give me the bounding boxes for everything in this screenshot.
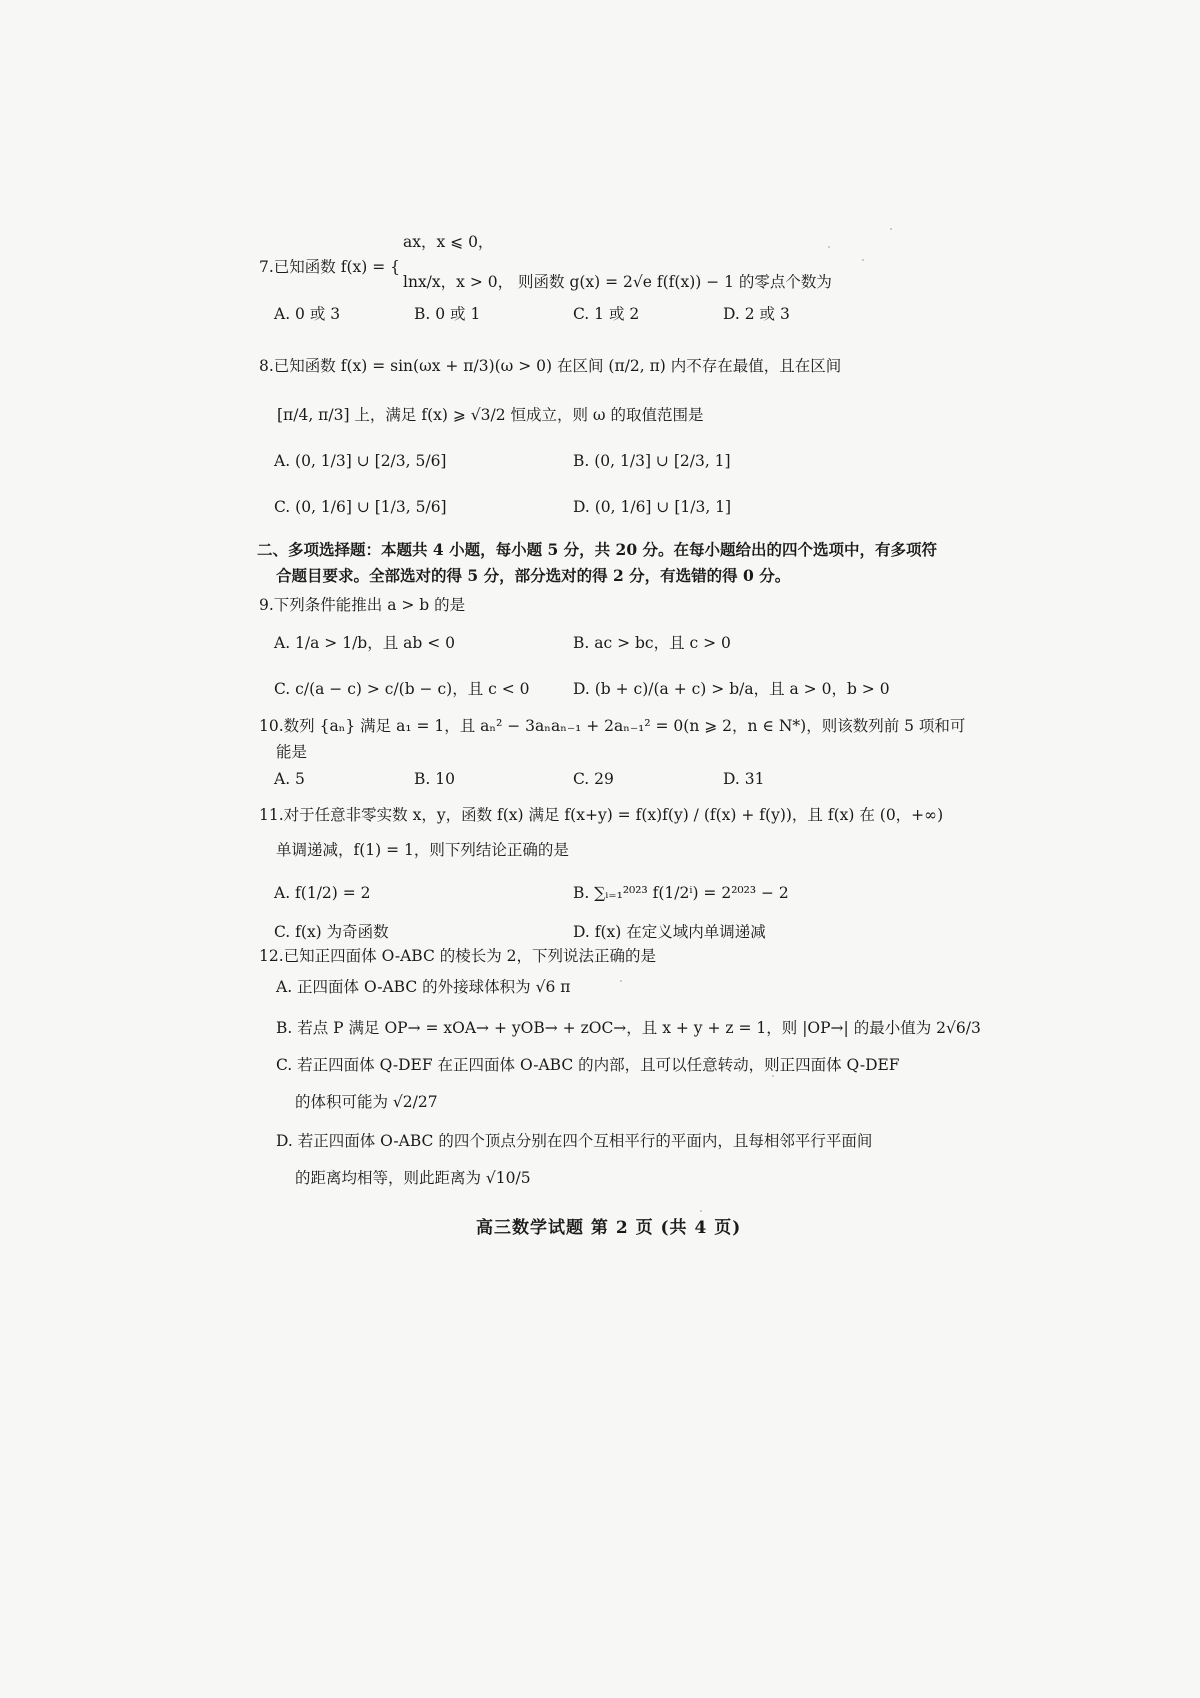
q12-option-d-line-2: 的距离均相等，则此距离为 √10/5 — [295, 1169, 531, 1187]
q9-option-b: B. ac > bc，且 c > 0 — [573, 634, 731, 652]
q7-option-c: C. 1 或 2 — [573, 305, 640, 323]
q11-option-c: C. f(x) 为奇函数 — [274, 923, 389, 941]
q7-piece-1: ax，x ⩽ 0， — [403, 233, 494, 251]
q10-option-a: A. 5 — [274, 770, 305, 788]
q12-option-c-line-1: C. 若正四面体 Q-DEF 在正四面体 O-ABC 的内部，且可以任意转动，则正四面体 Q-DEF — [276, 1056, 900, 1074]
scan-speck — [700, 1210, 702, 1212]
q7-stem: 7.已知函数 f(x) = { — [259, 258, 400, 276]
page-footer: 高三数学试题 第 2 页 (共 4 页) — [476, 1218, 742, 1238]
q11-line-1: 11.对于任意非零实数 x，y，函数 f(x) 满足 f(x+y) = f(x)f(y) / (f(x) + f(y))，且 f(x) 在 (0，+∞) — [259, 806, 944, 824]
q8-option-b: B. (0, 1/3] ∪ [2/3, 1] — [573, 452, 731, 470]
scan-speck — [620, 980, 622, 982]
q8-line-1: 8.已知函数 f(x) = sin(ωx + π/3)(ω > 0) 在区间 (π/2, π) 内不存在最值，且在区间 — [259, 357, 842, 375]
scan-speck — [890, 228, 892, 230]
scan-speck — [772, 1075, 774, 1077]
q10-line-2: 能是 — [276, 743, 308, 761]
q11-option-b: B. ∑ᵢ₌₁²⁰²³ f(1/2ⁱ) = 2²⁰²³ − 2 — [573, 884, 789, 902]
q10-option-c: C. 29 — [573, 770, 614, 788]
q10-line-1: 10.数列 {aₙ} 满足 a₁ = 1，且 aₙ² − 3aₙaₙ₋₁ + 2aₙ₋₁² = 0(n ⩾ 2，n ∈ N*)，则该数列前 5 项和可 — [259, 717, 966, 735]
q8-option-c: C. (0, 1/6] ∪ [1/3, 5/6] — [274, 498, 447, 516]
q10-option-d: D. 31 — [723, 770, 765, 788]
q10-option-b: B. 10 — [414, 770, 455, 788]
q12-option-c-line-2: 的体积可能为 √2/27 — [295, 1093, 438, 1111]
q12-option-b: B. 若点 P 满足 OP→ = xOA→ + yOB→ + zOC→，且 x + y + z = 1，则 |OP→| 的最小值为 2√6/3 — [276, 1019, 981, 1037]
q7-option-b: B. 0 或 1 — [414, 305, 481, 323]
q12-option-d-line-1: D. 若正四面体 O-ABC 的四个顶点分别在四个互相平行的平面内，且每相邻平行平面间 — [276, 1132, 873, 1150]
q9-stem: 9.下列条件能推出 a > b 的是 — [259, 596, 466, 614]
section-2-line-1: 二、多项选择题：本题共 4 小题，每小题 5 分，共 20 分。在每小题给出的四个选项中，有多项符 — [257, 540, 938, 559]
q7-option-a: A. 0 或 3 — [274, 305, 341, 323]
q9-option-a: A. 1/a > 1/b，且 ab < 0 — [274, 634, 456, 652]
q8-option-a: A. (0, 1/3] ∪ [2/3, 5/6] — [274, 452, 447, 470]
q8-line-2: [π/4, π/3] 上，满足 f(x) ⩾ √3/2 恒成立，则 ω 的取值范围是 — [277, 406, 704, 424]
q8-option-d: D. (0, 1/6] ∪ [1/3, 1] — [573, 498, 732, 516]
q12-option-a: A. 正四面体 O-ABC 的外接球体积为 √6 π — [276, 978, 571, 996]
section-2-line-2: 合题目要求。全部选对的得 5 分，部分选对的得 2 分，有选错的得 0 分。 — [276, 566, 791, 585]
q12-stem: 12.已知正四面体 O-ABC 的棱长为 2，下列说法正确的是 — [259, 947, 657, 965]
q11-option-a: A. f(1/2) = 2 — [274, 884, 371, 902]
q7-piece-2: lnx/x，x > 0， 则函数 g(x) = 2√e f(f(x)) − 1 的零点个数为 — [403, 273, 832, 291]
scan-speck — [862, 259, 864, 261]
q9-option-d: D. (b + c)/(a + c) > b/a，且 a > 0，b > 0 — [573, 680, 890, 698]
scan-speck — [828, 246, 830, 248]
q9-option-c: C. c/(a − c) > c/(b − c)，且 c < 0 — [274, 680, 530, 698]
q11-line-2: 单调递减，f(1) = 1，则下列结论正确的是 — [276, 841, 569, 859]
q7-option-d: D. 2 或 3 — [723, 305, 790, 323]
q11-option-d: D. f(x) 在定义域内单调递减 — [573, 923, 766, 941]
